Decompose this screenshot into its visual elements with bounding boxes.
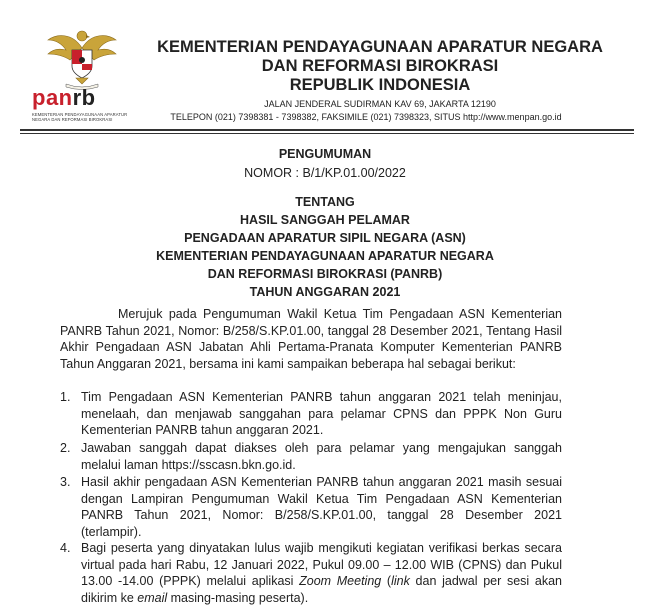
item-text-emphasis-email: email — [137, 590, 168, 605]
item-text-emphasis-zoom: Zoom Meeting — [299, 574, 382, 588]
letterhead-divider-thin — [20, 133, 634, 134]
subject-line-3: KEMENTERIAN PENDAYAGUNAAN APARATUR NEGARA — [156, 249, 494, 263]
item-text-part-4: masing-masing peserta). — [167, 590, 309, 605]
item-text-emphasis-link: link — [391, 574, 410, 588]
letterhead-divider-thick — [20, 129, 634, 131]
announcement-about: TENTANG — [295, 195, 355, 209]
ministry-title-line-1: KEMENTERIAN PENDAYAGUNAAN APARATUR NEGARA — [157, 38, 603, 56]
announcement-number: NOMOR : B/1/KP.01.00/2022 — [244, 166, 406, 180]
item-number: 2. — [60, 441, 71, 455]
panrb-logo — [22, 26, 142, 122]
subject-line-1: HASIL SANGGAH PELAMAR — [240, 213, 410, 227]
subject-line-5: TAHUN ANGGARAN 2021 — [249, 285, 401, 299]
item-text: Hasil akhir pengadaan ASN Kementerian PANRB tahun anggaran 2021 masih sesuai dengan Lampiran Pengumuman Wakil Ketua Tim Pengadaan ASN Kementerian PANRB Tahun 2021, Nomor: B/258/S.KP.01.00, tanggal 28 Desember 2021 (terlampir). — [81, 475, 562, 539]
ministry-title-line-2: DAN REFORMASI BIROKRASI — [261, 57, 499, 75]
numbered-item-4 — [60, 540, 562, 606]
subject-line-2: PENGADAAN APARATUR SIPIL NEGARA (ASN) — [184, 231, 466, 245]
ministry-title-line-3: REPUBLIK INDONESIA — [289, 76, 471, 94]
item-text: Jawaban sanggah dapat diakses oleh para pelamar yang mengajukan sanggah melalui laman https://sscasn.bkn.go.id. — [81, 441, 562, 472]
announcement-label: PENGUMUMAN — [278, 147, 372, 161]
numbered-item-3 — [60, 474, 562, 540]
item-number: 1. — [60, 390, 71, 404]
item-text-part-1: Bagi peserta yang dinyatakan lulus wajib mengikuti kegiatan verifikasi berkas secara virtual pada hari Rabu, 12 Januari 2022, Pukul 09.00 – 12.00 WIB (CPNS) dan Pukul 13.00 -14.00 (PPPK) melalui aplikasi — [81, 541, 562, 588]
subject-line-4: DAN REFORMASI BIROKRASI (PANRB) — [207, 267, 443, 281]
panrb-wordmark: panrb — [32, 85, 96, 110]
item-number: 4. — [60, 541, 71, 555]
item-number: 3. — [60, 475, 71, 489]
garuda-emblem-icon — [42, 26, 122, 90]
numbered-item-1 — [60, 389, 562, 439]
item-text: Tim Pengadaan ASN Kementerian PANRB tahun anggaran 2021 telah meninjau, menelaah, dan menjawab sanggahan para pelamar CPNS dan PPPK Non Guru Kementerian PANRB tahun anggaran 2021. — [81, 390, 562, 437]
ministry-address: JALAN JENDERAL SUDIRMAN KAV 69, JAKARTA 12190 — [264, 99, 496, 109]
ministry-contact: TELEPON (021) 7398381 - 7398382, FAKSIMILE (021) 7398323, SITUS http://www.menpan.go.id — [170, 112, 562, 122]
item-text-part-2: ( — [381, 574, 392, 588]
intro-paragraph: Merujuk pada Pengumuman Wakil Ketua Tim Pengadaan ASN Kementerian PANRB Tahun 2021, Nomor: B/258/S.KP.01.00, tanggal 28 Desember 2021, Tentang Hasil Akhir Pengadaan ASN Jabatan Ahli Pertama-Pranata Komputer Kementerian PANRB Tahun Anggaran 2021, bersama ini kami sampaikan beberapa hal sebagai berikut: — [60, 307, 562, 371]
panrb-logo-subtitle: KEMENTERIAN PENDAYAGUNAAN APARATUR NEGARA DAN REFORMASI BIROKRASI — [32, 112, 128, 122]
item-text-part-3: dan jadwal per sesi akan dikirim ke — [81, 574, 562, 605]
numbered-item-2 — [60, 440, 562, 473]
